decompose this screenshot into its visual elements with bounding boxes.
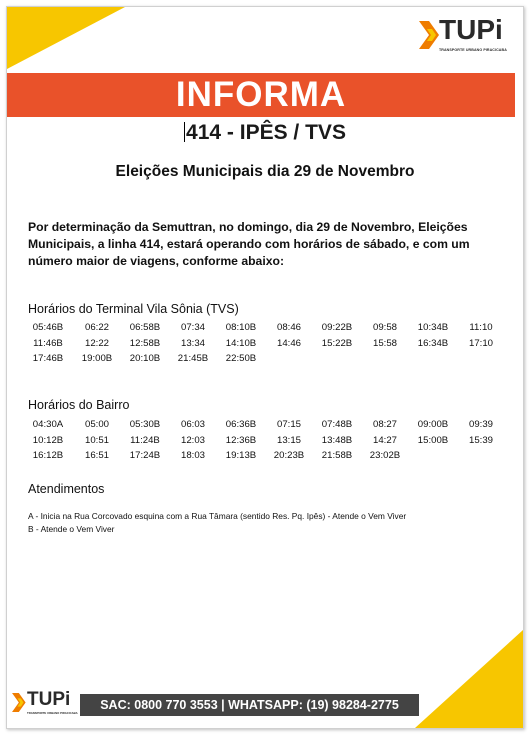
departure-time: 15:39 [468, 434, 493, 446]
departure-time: 05:30B [129, 419, 161, 430]
departure-time: 06:36B [225, 419, 257, 430]
departure-time: 14:27 [372, 434, 397, 446]
schedule-row [23, 351, 493, 367]
departure-time: 09:39 [468, 419, 493, 430]
departure-time: 16:12B [32, 450, 64, 461]
departure-time: 13:15 [276, 434, 301, 446]
departure-time: 12:22 [84, 337, 109, 349]
departure-time: 18:03 [180, 450, 205, 461]
schedule-terminal-grid [23, 320, 493, 367]
departure-time: 21:45B [177, 353, 209, 364]
departure-time: 07:48B [321, 419, 353, 430]
tupi-logo [419, 15, 519, 61]
departure-time: 15:00B [417, 434, 449, 446]
logo-word: TUPi [439, 14, 503, 45]
subtitle: Eleições Municipais dia 29 de Novembro [115, 163, 415, 180]
departure-time: 12:36B [225, 434, 257, 446]
departure-time: 11:24B [130, 434, 160, 446]
footer-logo-tagline: TRANSPORTE URBANO PIRACICABA [27, 711, 78, 715]
departure-time: 06:22 [84, 322, 109, 333]
tupi-logo-footer-arrow-icon [12, 693, 27, 712]
departure-time: 11:10 [469, 322, 493, 333]
departure-time: 14:46 [276, 337, 301, 349]
departure-time: 05:00 [84, 419, 109, 430]
departure-time: 16:51 [84, 450, 109, 461]
informa-banner [7, 73, 515, 117]
footer [10, 691, 419, 716]
departure-time: 09:00B [417, 419, 449, 430]
departure-time: 04:30A [32, 419, 64, 430]
contact-text: SAC: 0800 770 3553 | WHATSAPP: (19) 98284-2775 [100, 698, 399, 712]
departure-time: 09:58 [372, 322, 397, 333]
schedule-row [23, 336, 493, 352]
announcement-paragraph: Por determinação da Semuttran, no domingo, dia 29 de Novembro, Eleições Municipais, a linha 414, estará operando com horários de sábado, e com um número maior de viagens, conforme abaixo: [28, 220, 470, 268]
departure-time: 20:23B [273, 450, 305, 461]
tupi-logo-footer [10, 691, 80, 716]
banner-text: INFORMA [175, 75, 347, 114]
notice-sheet [6, 6, 524, 729]
schedule-row [23, 320, 493, 336]
corner-accent-bottom-right [415, 630, 523, 728]
tupi-logo-arrow-icon [419, 21, 441, 49]
note-item-a: A - Inicia na Rua Corcovado esquina com a Rua Tâmara (sentido Res. Pq. Ipês) - Atende o Vem Viver [28, 511, 407, 521]
departure-time: 08:10B [225, 322, 257, 333]
departure-time: 08:46 [276, 322, 301, 333]
departure-time: 17:24B [129, 450, 161, 461]
departure-time: 06:58B [129, 322, 161, 333]
departure-time: 15:22B [321, 337, 353, 349]
departure-time: 13:34 [180, 337, 205, 349]
departure-time: 23:02B [369, 450, 401, 461]
schedule-row [23, 433, 493, 449]
departure-time: 20:10B [129, 353, 161, 364]
logo-tagline: TRANSPORTE URBANO PIRACICABA [439, 48, 507, 52]
schedule-bairro-grid [23, 417, 493, 464]
departure-time: 08:27 [372, 419, 397, 430]
notes-list [28, 510, 406, 536]
schedule-row [23, 417, 493, 433]
footer-logo-word: TUPi [27, 689, 71, 710]
section-bairro-title: Horários do Bairro [28, 398, 130, 412]
departure-time: 06:03 [180, 419, 205, 430]
departure-time: 17:10 [468, 337, 493, 349]
departure-time: 17:46B [32, 353, 64, 364]
departure-time: 07:15 [276, 419, 301, 430]
departure-time: 19:13B [225, 450, 257, 461]
departure-time: 09:22B [321, 322, 353, 333]
section-terminal-title: Horários do Terminal Vila Sônia (TVS) [28, 302, 239, 316]
departure-time: 12:03 [180, 434, 205, 446]
corner-accent-top-left [7, 7, 125, 69]
departure-time: 07:34 [180, 322, 205, 333]
departure-time: 10:51 [84, 434, 109, 446]
route-title-text: 414 - IPÊS / TVS [186, 121, 346, 144]
contact-bar [80, 694, 419, 716]
schedule-row [23, 448, 493, 464]
departure-time: 13:48B [321, 434, 353, 446]
departure-time: 12:58B [129, 337, 161, 349]
departure-time: 05:46B [32, 322, 64, 333]
departure-time: 22:50B [225, 353, 257, 364]
departure-time: 10:34B [417, 322, 449, 333]
departure-time: 21:58B [321, 450, 353, 461]
departure-time: 14:10B [225, 337, 257, 349]
text-cursor [184, 122, 185, 142]
departure-time: 19:00B [81, 353, 113, 364]
departure-time: 10:12B [32, 434, 64, 446]
departure-time: 16:34B [417, 337, 449, 349]
route-title [7, 120, 523, 146]
departure-time: 11:46B [33, 337, 63, 349]
notes-title: Atendimentos [28, 482, 105, 496]
departure-time: 15:58 [372, 337, 397, 349]
note-item-b: B - Atende o Vem Viver [28, 524, 115, 534]
